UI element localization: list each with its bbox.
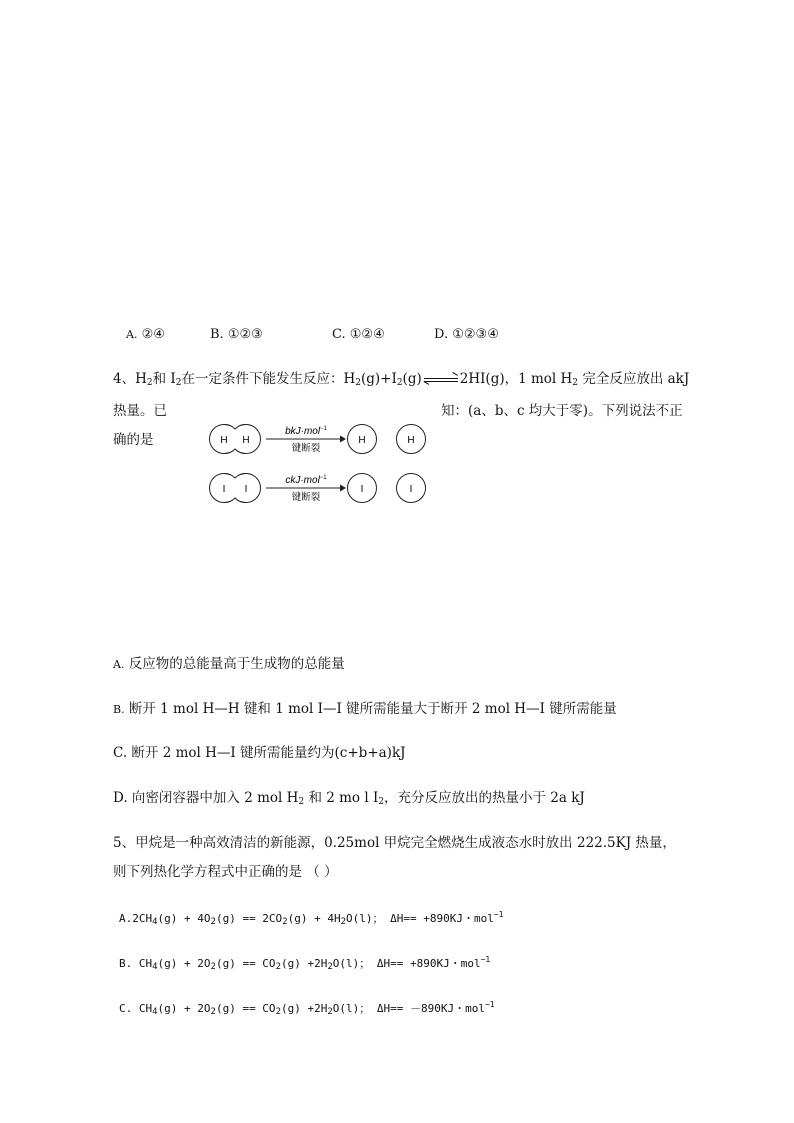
ii-energy-label: ckJ·mol$^{-1}$	[285, 475, 327, 486]
ii-molecule	[210, 473, 261, 502]
ii-atom-left: I	[222, 484, 226, 495]
hh-energy-label: bkJ·mol$^{-1}$	[285, 426, 327, 437]
q3-option-b: B. ①②③	[210, 327, 263, 342]
q3-option-d: D. ①②③④	[434, 327, 499, 342]
q5-line-1: 5、甲烷是一种高效清洁的新能源，0.25mol 甲烷完全燃烧生成液态水时放出 222.5KJ 热量，	[113, 835, 676, 851]
svg-text:I: I	[409, 484, 413, 495]
q5-option-b: B. $CH_4(g) + 2O_2(g) == CO_2(g) +2H_2O(l)$； ΔH== +890KJ・mol$^{-1}$	[119, 955, 491, 972]
ii-atom-right: I	[244, 484, 248, 495]
ii-arrowhead-icon	[340, 485, 346, 492]
q3-options	[126, 327, 499, 343]
q4-line-3: 确的是	[113, 432, 154, 448]
hh-atom-left: H	[220, 435, 228, 446]
q3-option-a: A. ②④	[126, 327, 165, 342]
q4-line-2-left: 热量。已	[113, 403, 167, 419]
equilibrium-arrow-icon	[424, 376, 458, 384]
svg-text:H: H	[407, 435, 415, 446]
q4-option-c: C. 断开 2 mol H—I 键所需能量约为(c+b+a)kJ	[113, 745, 406, 761]
hh-atom-right: H	[242, 435, 250, 446]
svg-text:H: H	[358, 435, 366, 446]
q4-option-a: A. 反应物的总能量高于生成物的总能量	[113, 656, 345, 672]
q5-option-a: $A.2CH_4(g) + 4O_2(g) == 2CO_2(g) + 4H_2O(l)$； ΔH== +890KJ・mol$^{-1}$	[119, 910, 504, 927]
hh-break-label: 键断裂	[291, 443, 321, 454]
q4-option-d: D. 向密闭容器中加入 2 mol $H_2$ 和 2 mo l $I_2$，充分反应放出的热量小于 2a kJ	[113, 790, 585, 807]
q5-line-2: 则下列热化学方程式中正确的是 （ ）	[113, 864, 338, 880]
hh-molecule	[210, 424, 261, 453]
q4-option-b: B. 断开 1 mol H—H 键和 1 mol I—I 键所需能量大于断开 2 mol H—I 键所需能量	[113, 701, 617, 717]
svg-text:I: I	[360, 484, 364, 495]
hh-arrowhead-icon	[340, 436, 346, 443]
q4-line-1: 4、$H_2$和 $I_2$在一定条件下能发生反应：$H_2(g)+I_2(g)$ 2HI(g)，1 mol $H_2$ 完全反应放出 akJ	[113, 371, 690, 388]
q4-line-2-right: 知：(a、b、c 均大于零)。下列说法不正	[441, 403, 683, 419]
ii-break-label: 键断裂	[291, 492, 321, 503]
bond-breaking-diagram	[205, 420, 435, 510]
q5-option-c: C. $CH_4(g) + 2O_2(g) == CO_2(g) +2H_2O(l)$； ΔH== －890KJ・mol$^{-1}$	[119, 1000, 495, 1017]
q3-option-c: C. ①②④	[332, 327, 385, 342]
